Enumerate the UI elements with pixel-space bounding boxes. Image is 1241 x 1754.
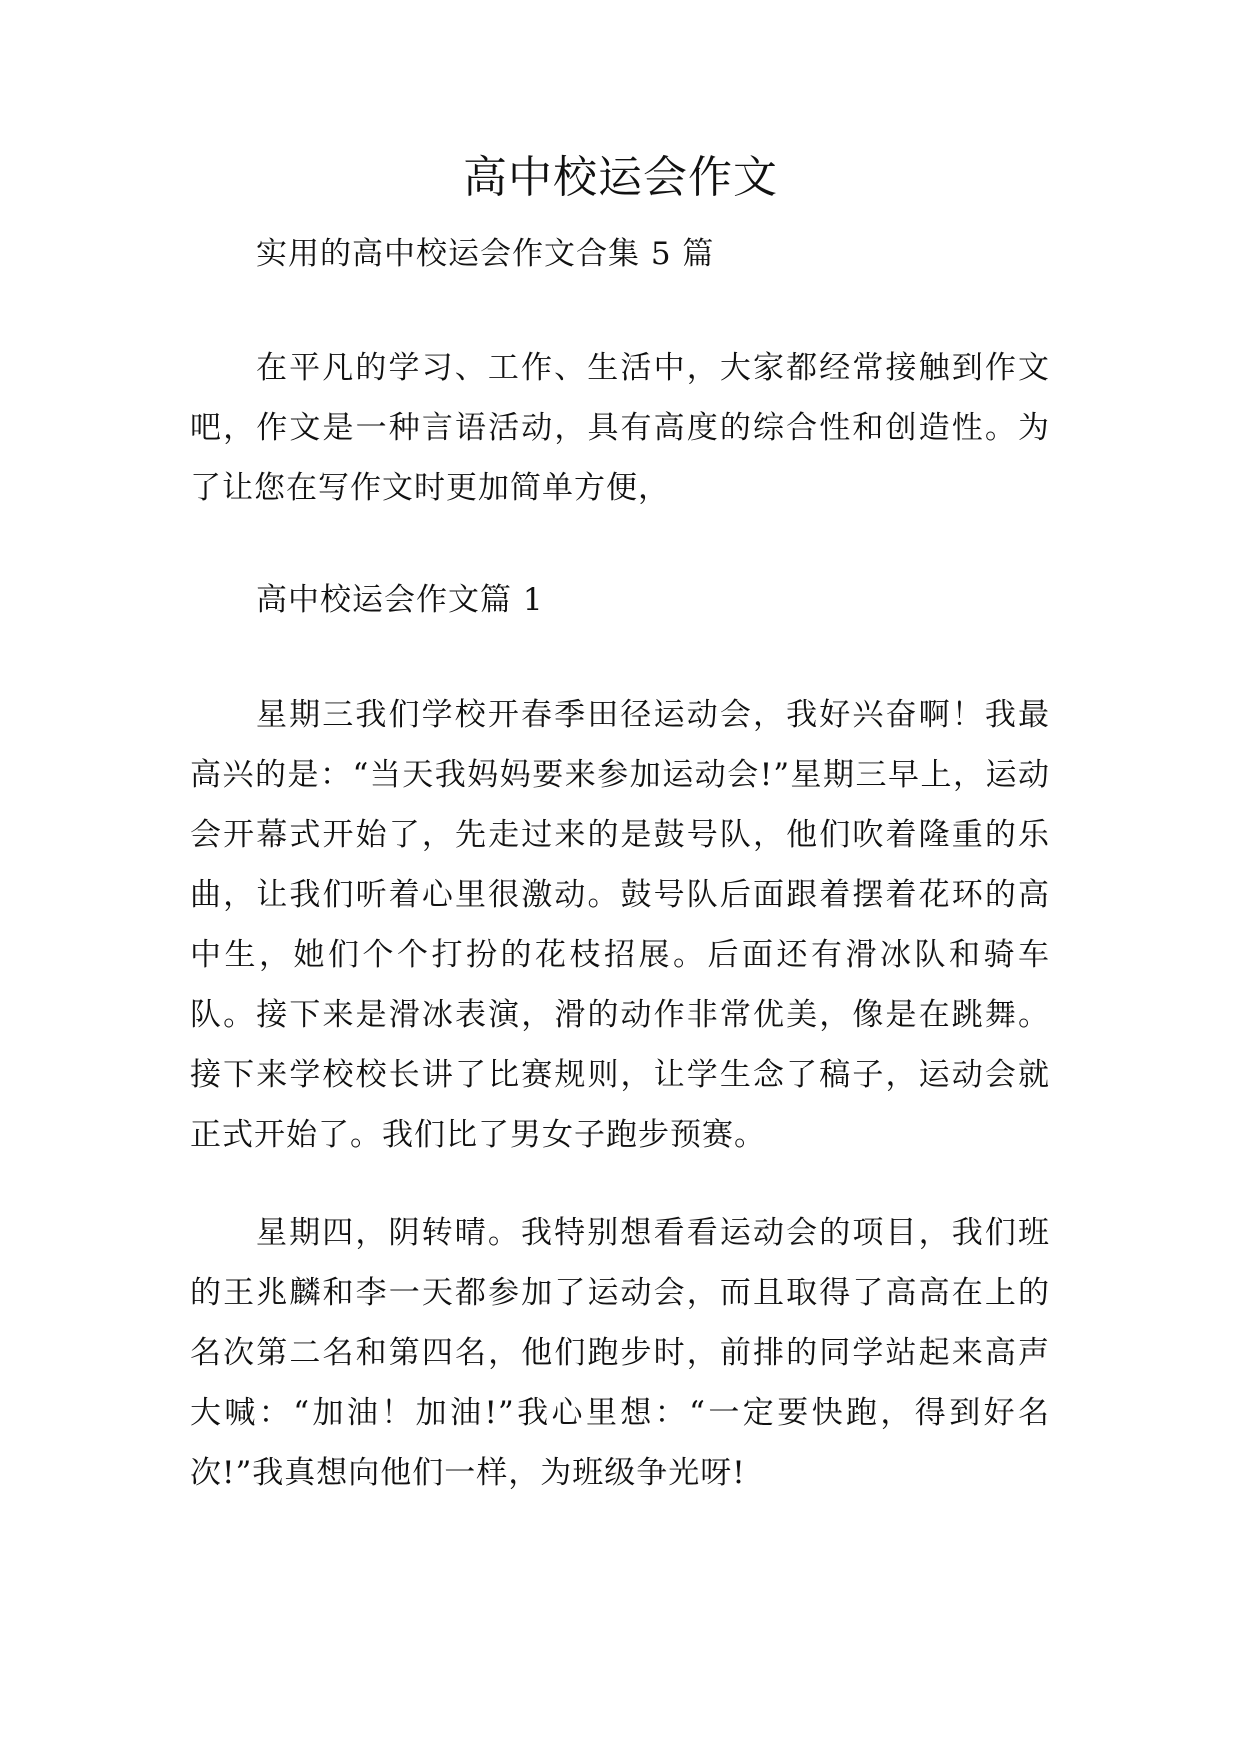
intro-paragraph: 在平凡的学习、工作、生活中，大家都经常接触到作文吧，作文是一种言语活动，具有高度的综合性和创造性。为了让您在写作文时更加简单方便， <box>190 350 1050 506</box>
body-paragraph-1: 星期三我们学校开春季田径运动会，我好兴奋啊！我最高兴的是：“当天我妈妈要来参加运动会!”星期三早上，运动会开幕式开始了，先走过来的是鼓号队，他们吹着隆重的乐曲，让我们听着心里很激动。鼓号队后面跟着摆着花环的高中生，她们个个打扮的花枝招展。后面还有滑冰队和骑车队。接下来是滑冰表演，滑的动作非常优美，像是在跳舞。接下来学校校长讲了比赛规则，让学生念了稿子，运动会就正式开始了。我们比了男女子跑步预赛。 <box>190 697 1050 1153</box>
document-title: 高中校运会作文 <box>463 152 778 203</box>
section-heading: 高中校运会作文篇 1 <box>256 582 544 618</box>
document-subtitle: 实用的高中校运会作文合集 5 篇 <box>256 236 715 272</box>
body-paragraph-2: 星期四，阴转晴。我特别想看看运动会的项目，我们班的王兆麟和李一天都参加了运动会，而且取得了高高在上的名次第二名和第四名，他们跑步时，前排的同学站起来高声大喊：“加油！加油!”我心里想：“一定要快跑，得到好名次!”我真想向他们一样，为班级争光呀! <box>190 1215 1050 1491</box>
